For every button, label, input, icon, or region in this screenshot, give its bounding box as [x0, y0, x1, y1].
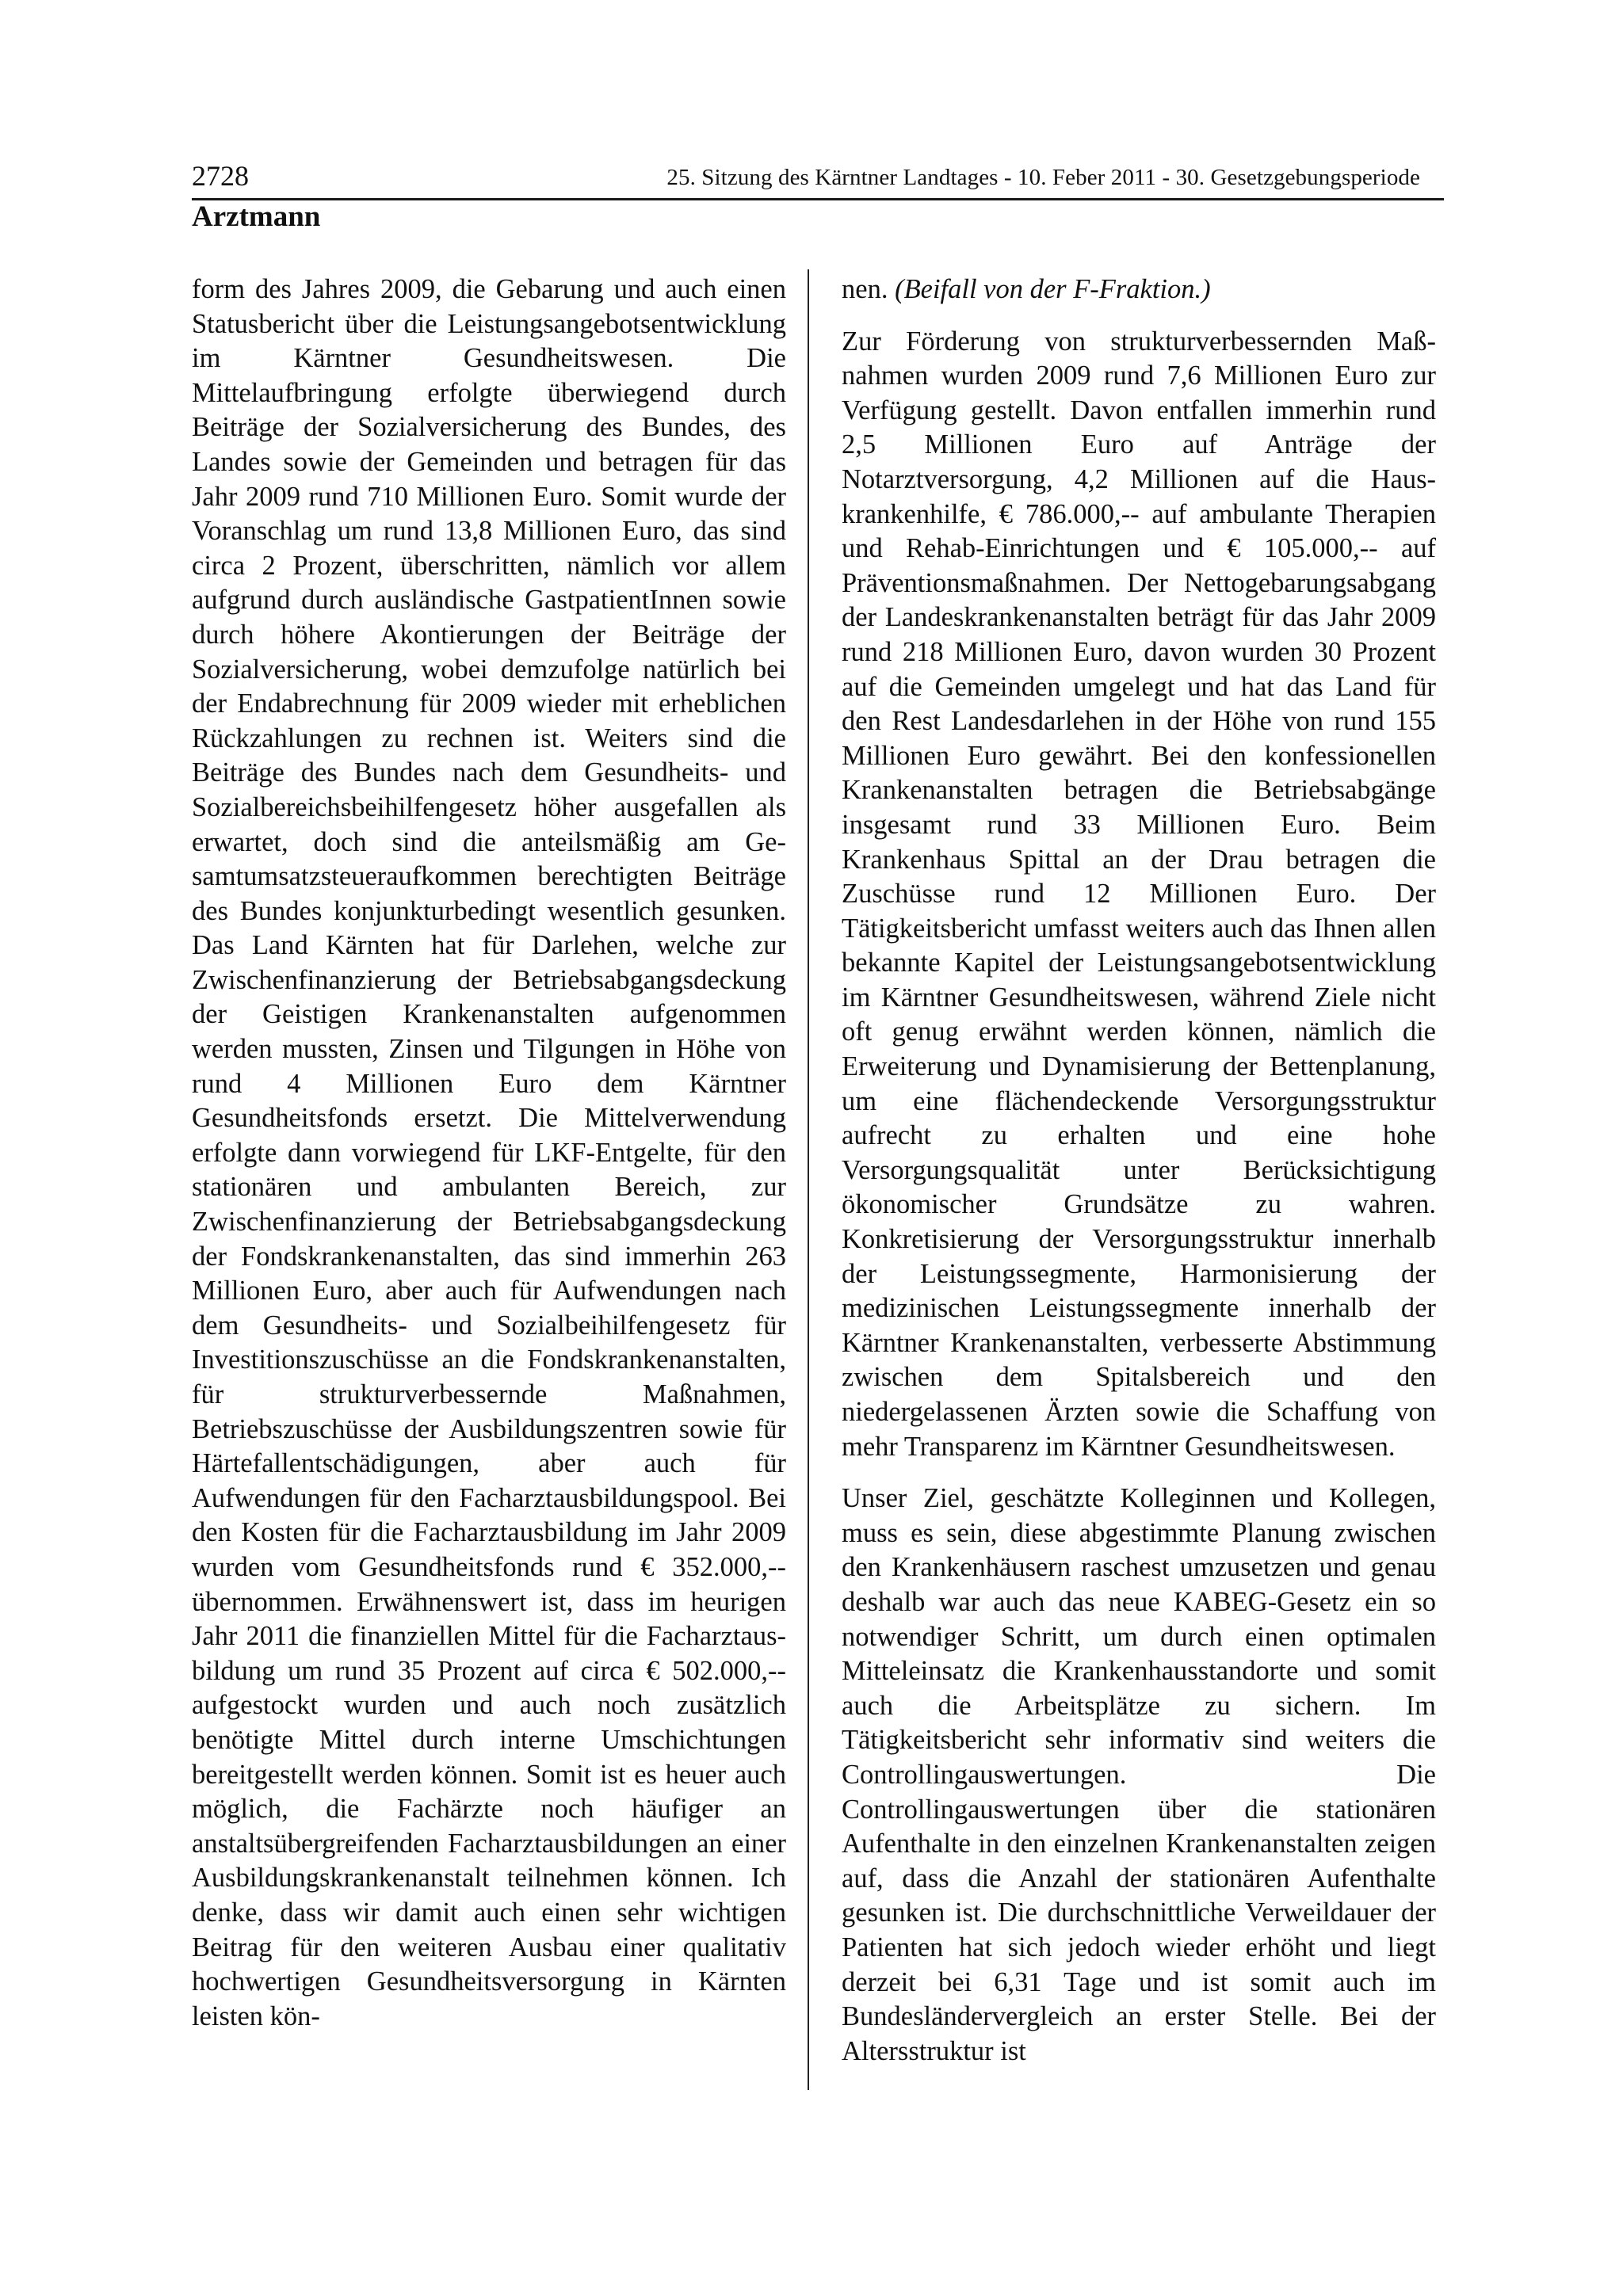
applause-note: (Beifall von der F-Fraktion.) — [895, 274, 1211, 304]
continuation-line — [842, 273, 1436, 307]
page-header — [192, 158, 1444, 200]
right-column — [842, 273, 1436, 2069]
column-divider — [808, 269, 809, 2090]
right-column-paragraph-2: Unser Ziel, geschätzte Kolleginnen und Kollegen, muss es sein, diese abgestimmte Planung zwischen den Krankenhäusern raschest umzusetzen und genau deshalb war auch das neue KABEG-Gesetz ein so notwendiger Schritt, um durch einen optimalen Mitteleinsatz die Krankenhausstandorte und somit auch die Arbeitsplätze zu sichern. Im Tätigkeitsbericht sehr informativ sind weiters die Controllingauswertungen. Die Controllingauswertungen über die stationären Aufenthalte in den einzelnen Krankenanstalten zeigen auf, dass die Anzahl der stationären Aufenthalte gesunken ist. Die durchschnittliche Verweildauer der Patienten hat sich jedoch wieder erhöht und liegt derzeit bei 6,31 Tage und ist somit auch im Bundesländervergleich an erster Stelle. Bei der Altersstruktur ist — [842, 1483, 1436, 2066]
running-head: 25. Sitzung des Kärntner Landtages - 10. Feber 2011 - 30. Gesetzgebungsperiode — [666, 165, 1420, 190]
left-column-paragraph: form des Jahres 2009, die Gebarung und auch einen Statusbericht über die Leistungsangebotsentwicklung im Kärntner Gesundheitswesen. Die Mittelaufbringung erfolgte überwiegend durch Beiträge der Sozialversicherung des Bundes, des Landes sowie der Gemeinden und betragen für das Jahr 2009 rund 710 Millionen Euro. Somit wurde der Voranschlag um rund 13,8 Millionen Euro, das sind circa 2 Prozent, überschritten, nämlich vor allem aufgrund durch ausländische GastpatientInnen sowie durch höhere Akontierungen der Beiträge der Sozialversicherung, wobei demzufolge natürlich bei der Endabrechnung für 2009 wieder mit erheblichen Rückzahlungen zu rechnen ist. Weiters sind die Beiträge des Bundes nach dem Gesundheits- und Sozialbereichsbeihilfengesetz höher ausgefallen als erwartet, doch sind die anteilsmäßig am Gesamtumsatzsteueraufkommen berechtigten Beiträge des Bundes konjunkturbedingt wesentlich gesunken. Das Land Kärnten hat für Darlehen, welche zur Zwischenfinanzierung der Betriebsabgangsdeckung der Geistigen Krankenanstalten aufgenommen werden mussten, Zinsen und Tilgungen in Höhe von rund 4 Millionen Euro dem Kärntner Gesundheitsfonds ersetzt. Die Mittelverwendung erfolgte dann vorwiegend für LKF-Entgelte, für den stationären und ambulanten Bereich, zur Zwischenfinanzierung der Betriebsabgangsdeckung der Fondskrankenanstalten, das sind immerhin 263 Millionen Euro, aber auch für Aufwendungen nach dem Gesundheits- und Sozialbeihilfengesetz für Investitionszuschüsse an die Fondskrankenanstalten, für strukturverbessernde Maßnahmen, Betriebszuschüsse der Ausbildungszentren sowie für Härtefallentschädigungen, aber auch für Aufwendungen für den Facharztausbildungspool. Bei den Kosten für die Facharztausbildung im Jahr 2009 wurden vom Gesundheitsfonds rund € 352.000,-- übernommen. Erwähnenswert ist, dass im heurigen Jahr 2011 die finanziellen Mittel für die Facharztausbildung um rund 35 Prozent auf circa € 502.000,-- aufgestockt wurden und auch noch zusätzlich benötigte Mittel durch interne Umschichtungen bereitgestellt werden können. Somit ist es heuer auch möglich, die Fachärzte noch häufiger an anstaltsübergreifenden Facharztausbildungen an einer Ausbildungskrankenanstalt teilnehmen können. Ich denke, dass wir damit auch einen sehr wichtigen Beitrag für den weiteren Ausbau einer qualitativ hochwertigen Gesundheitsversorgung in Kärnten leisten kön- — [192, 274, 786, 2031]
continuation-text: nen. — [842, 274, 888, 304]
right-column-paragraph-1: Zur Förderung von strukturverbessernden Maßnahmen wurden 2009 rund 7,6 Millionen Euro zur Verfügung gestellt. Davon entfallen immerhin rund 2,5 Millionen Euro auf Anträge der Notarztversorgung, 4,2 Millionen auf die Hauskrankenhilfe, € 786.000,-- auf ambulante Therapien und Rehab-Einrichtungen und € 105.000,-- auf Präventionsmaßnahmen. Der Nettogebarungsabgang der Landeskrankenanstalten beträgt für das Jahr 2009 rund 218 Millionen Euro, davon wurden 30 Prozent auf die Gemeinden umgelegt und hat das Land für den Rest Landesdarlehen in der Höhe von rund 155 Millionen Euro gewährt. Bei den konfessionellen Krankenanstalten betragen die Betriebsabgänge insgesamt rund 33 Millionen Euro. Beim Krankenhaus Spittal an der Drau betragen die Zuschüsse rund 12 Millionen Euro. Der Tätigkeitsbericht umfasst weiters auch das Ihnen allen bekannte Kapitel der Leistungsangebotsentwicklung im Kärntner Gesundheitswesen, während Ziele nicht oft genug erwähnt werden können, nämlich die Erweiterung und Dynamisierung der Bettenplanung, um eine flächendeckende Versorgungsstruktur aufrecht zu erhalten und eine hohe Versorgungsqualität unter Berücksichtigung ökonomischer Grundsätze zu wahren. Konkretisierung der Versorgungsstruktur innerhalb der Leistungssegmente, Harmonisierung der medizinischen Leistungssegmente innerhalb der Kärntner Krankenanstalten, verbesserte Abstimmung zwischen dem Spitalsbereich und den niedergelassenen Ärzten sowie die Schaffung von mehr Transparenz im Kärntner Gesundheitswesen. — [842, 326, 1436, 1462]
left-column — [192, 273, 786, 2034]
page-number: 2728 — [192, 160, 249, 192]
speaker-name: Arztmann — [192, 200, 321, 233]
